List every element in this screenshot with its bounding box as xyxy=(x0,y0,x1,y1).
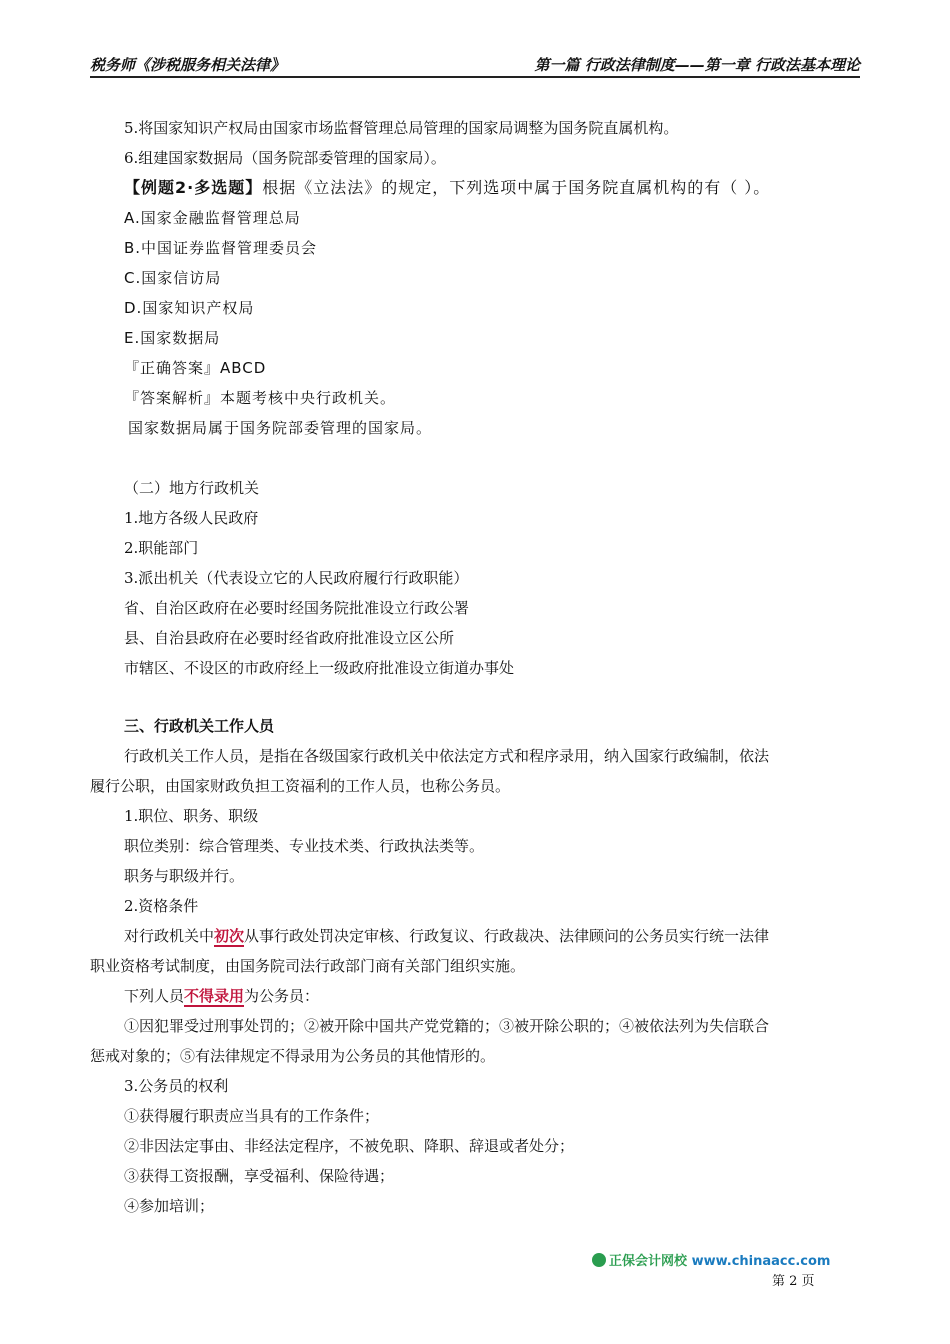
option-d: D.国家知识产权局 xyxy=(124,299,255,317)
text-line: 6.组建国家数据局（国务院部委管理的国家局）。 xyxy=(124,149,446,167)
text-line: ①获得履行职责应当具有的工作条件； xyxy=(124,1107,380,1125)
text-line: 1.职位、职务、职级 xyxy=(124,807,259,825)
header-left: 税务师《涉税服务相关法律》 xyxy=(90,56,286,74)
logo-url: www.chinaacc.com xyxy=(691,1254,831,1269)
text-line: 3.公务员的权利 xyxy=(124,1077,229,1095)
text-segment: 对行政机关中 xyxy=(124,927,215,945)
page-header xyxy=(90,54,860,78)
logo-school: 会计网校 xyxy=(635,1254,688,1269)
option-e: E.国家数据局 xyxy=(124,329,221,347)
option-b: B.中国证券监督管理委员会 xyxy=(124,239,318,257)
page-number: 第 2 页 xyxy=(772,1274,815,1289)
highlight-not-hired: 不得录用 xyxy=(184,987,245,1005)
text-line: 职位类别：综合管理类、专业技术类、行政执法类等。 xyxy=(124,837,485,855)
example-question-text: 根据《立法法》的规定，下列选项中属于国务院直属机构的有（ ）。 xyxy=(262,178,771,197)
paragraph-line: 职业资格考试制度，由国务院司法行政部门商有关部门组织实施。 xyxy=(90,957,526,975)
section-subtitle: （二）地方行政机关 xyxy=(124,479,260,497)
text-line: 省、自治区政府在必要时经国务院批准设立行政公署 xyxy=(124,599,470,617)
answer-analysis-2: 国家数据局属于国务院部委管理的国家局。 xyxy=(128,419,433,437)
option-c: C.国家信访局 xyxy=(124,269,222,287)
text-line: 2.资格条件 xyxy=(124,897,199,915)
footer-logo xyxy=(592,1250,830,1269)
logo-icon xyxy=(592,1253,606,1267)
paragraph-line xyxy=(124,986,319,1006)
logo-brand: 正保 xyxy=(609,1254,636,1269)
text-line: 职务与职级并行。 xyxy=(124,867,245,885)
text-line: 5.将国家知识产权局由国家市场监督管理总局管理的国家局调整为国务院直属机构。 xyxy=(124,119,679,137)
text-line: 县、自治县政府在必要时经省政府批准设立区公所 xyxy=(124,629,455,647)
paragraph-line: 惩戒对象的；⑤有法律规定不得录用为公务员的其他情形的。 xyxy=(90,1047,496,1065)
option-a: A.国家金融监督管理总局 xyxy=(124,209,301,227)
correct-answer: 『正确答案』ABCD xyxy=(124,359,267,377)
highlight-first-time: 初次 xyxy=(214,927,245,945)
text-segment: 从事行政处罚决定审核、行政复议、行政裁决、法律顾问的公务员实行统一法律 xyxy=(244,927,770,945)
text-line: 3.派出机关（代表设立它的人民政府履行行政职能） xyxy=(124,569,469,587)
example-tag: 【例题2·多选题】 xyxy=(124,178,263,197)
paragraph-line: 行政机关工作人员，是指在各级国家行政机关中依法定方式和程序录用，纳入国家行政编制，依法 xyxy=(124,747,770,765)
example-question xyxy=(124,178,770,198)
paragraph-line: 履行公职，由国家财政负担工资福利的工作人员，也称公务员。 xyxy=(90,777,511,795)
paragraph-line xyxy=(124,926,769,946)
text-line: ②非因法定事由、非经法定程序，不被免职、降职、辞退或者处分； xyxy=(124,1137,575,1155)
text-line: 1.地方各级人民政府 xyxy=(124,509,259,527)
text-line: 市辖区、不设区的市政府经上一级政府批准设立街道办事处 xyxy=(124,659,515,677)
text-line: ④参加培训； xyxy=(124,1197,215,1215)
paragraph-line: ①因犯罪受过刑事处罚的；②被开除中国共产党党籍的；③被开除公职的；④被依法列为失信联合 xyxy=(124,1017,770,1035)
answer-analysis: 『答案解析』本题考核中央行政机关。 xyxy=(124,389,397,407)
text-line: 2.职能部门 xyxy=(124,539,199,557)
section-title: 三、行政机关工作人员 xyxy=(124,717,275,735)
header-right: 第一篇 行政法律制度——第一章 行政法基本理论 xyxy=(534,56,860,74)
text-line: ③获得工资报酬，享受福利、保险待遇； xyxy=(124,1167,395,1185)
text-segment: 下列人员 xyxy=(124,987,185,1005)
text-segment: 为公务员： xyxy=(244,987,320,1005)
